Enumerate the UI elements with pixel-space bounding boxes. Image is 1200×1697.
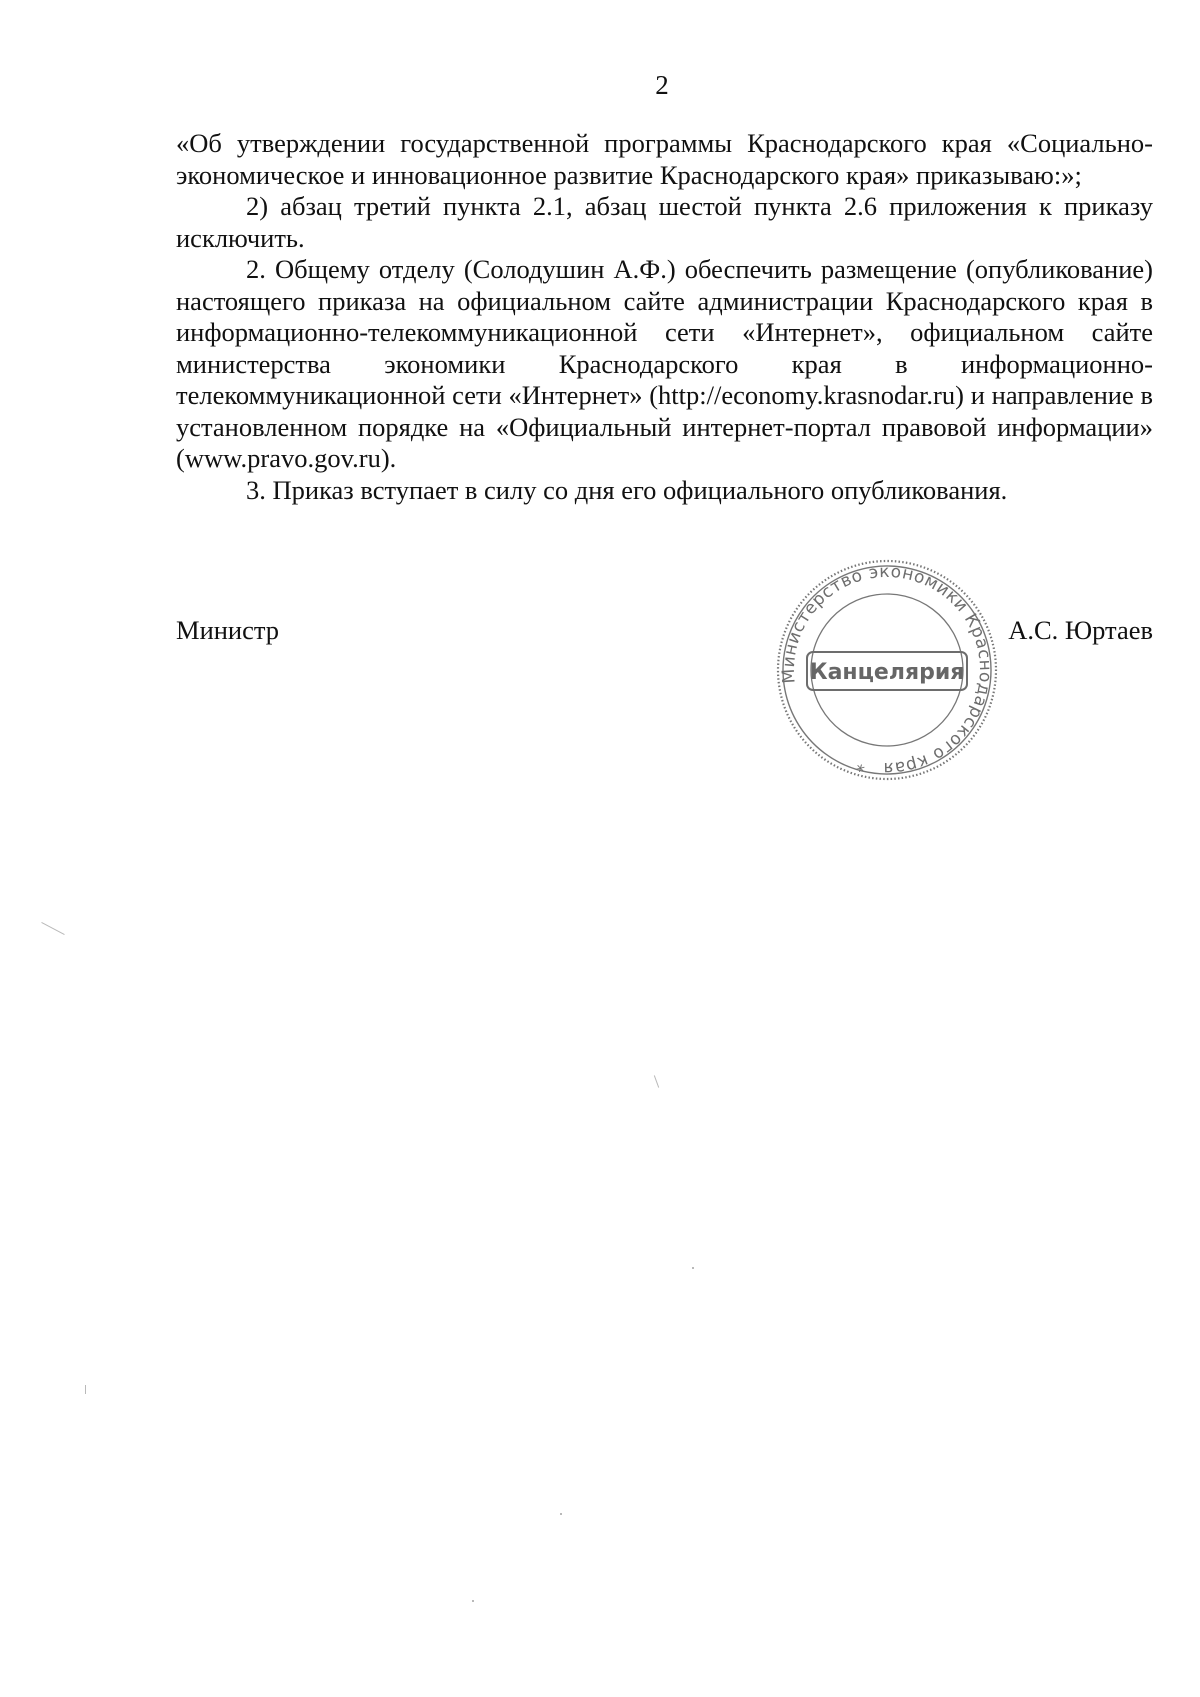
page-number: 2 <box>655 70 669 100</box>
scan-speck <box>472 1600 474 1602</box>
scan-speck <box>85 1385 86 1394</box>
stamp-ring-text: Министерство экономики Краснодарского края * <box>778 561 996 779</box>
scan-speck <box>654 1075 659 1088</box>
signature-block <box>176 615 1153 655</box>
paragraph-point-2-exclusion: 2) абзац третий пункта 2.1, абзац шестой пункта 2.6 приложения к приказу исключить. <box>176 191 1153 253</box>
paragraph-program-title: «Об утверждении государственной программы Краснодарского края «Социально-экономическое и инновационное развитие Краснодарского края» приказываю:»; <box>176 128 1153 190</box>
scan-speck <box>560 1513 562 1515</box>
scan-speck <box>692 1267 694 1269</box>
paragraph-effective-date: 3. Приказ вступает в силу со дня его официального опубликования. <box>246 474 1008 505</box>
paragraph-publication-order: 2. Общему отделу (Солодушин А.Ф.) обеспечить размещение (опубликование) настоящего приказа на официальном сайте администрации Краснодарского края в информационно-телекоммуникационной сети «Интернет», официальном сайте министерства экономики Краснодарского края в информационно-телекоммуникационной сети «Интернет» (http://economy.krasnodar.ru) и направление в установленном порядке на «Официальный интернет-портал правовой информации» (www.pravo.gov.ru). <box>176 254 1153 473</box>
stamp-center-text: Канцелярия <box>809 660 965 685</box>
signatory-title: Министр <box>176 615 280 645</box>
signatory-name: А.С. Юртаев <box>1008 615 1153 645</box>
scan-speck <box>41 922 64 935</box>
document-body <box>176 128 1153 506</box>
office-stamp <box>773 556 1001 784</box>
